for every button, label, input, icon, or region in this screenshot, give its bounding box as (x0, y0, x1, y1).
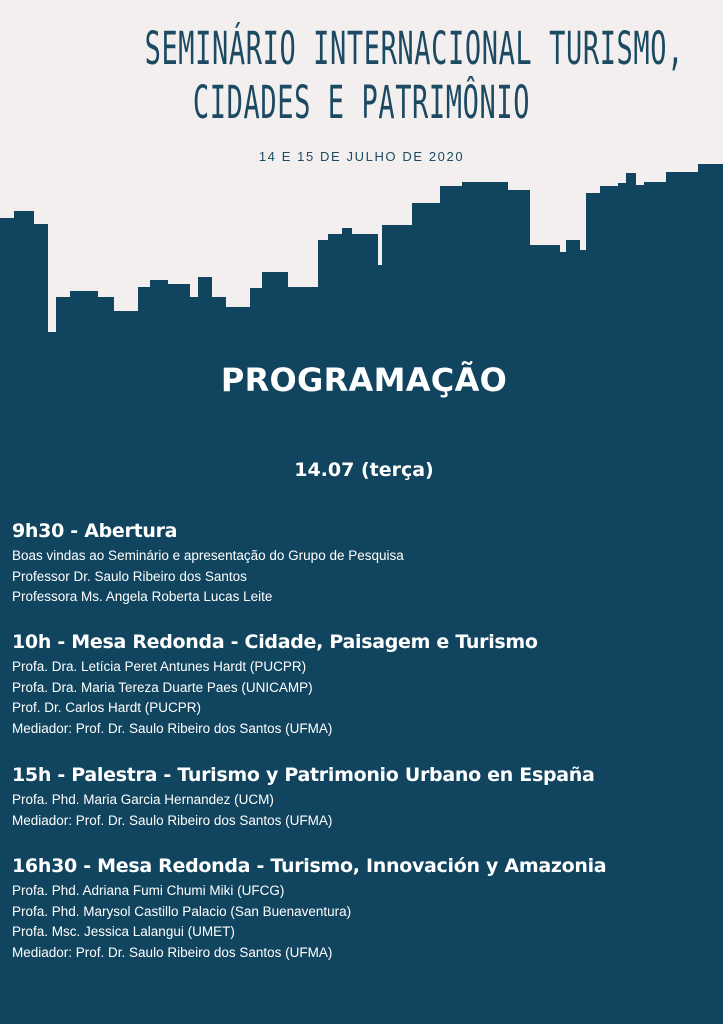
session-line: Mediador: Prof. Dr. Saulo Ribeiro dos Santos (UFMA) (12, 944, 333, 960)
session-round-table-amazonia (12, 855, 712, 963)
event-date: 14 E 15 DE JULHO DE 2020 (258, 149, 465, 164)
session-line: Boas vindas ao Seminário e apresentação do Grupo de Pesquisa (12, 548, 404, 563)
session-line: Professor Dr. Saulo Ribeiro dos Santos (12, 568, 247, 584)
session-participants (12, 546, 712, 608)
session-round-table-city (12, 631, 712, 739)
session-line: Professora Ms. Angela Roberta Lucas Leite (12, 589, 273, 604)
session-line: Profa. Dra. Letícia Peret Antunes Hardt (PUCPR) (12, 659, 307, 674)
session-title: 9h30 - Abertura (12, 520, 178, 542)
session-title: 10h - Mesa Redonda - Cidade, Paisagem e Turismo (12, 631, 538, 653)
session-line: Mediador: Prof. Dr. Saulo Ribeiro dos Santos (UFMA) (12, 812, 333, 828)
session-participants (12, 790, 712, 831)
session-line: Prof. Dr. Carlos Hardt (PUCPR) (12, 700, 202, 715)
session-line: Profa. Phd. Maria Garcia Hernandez (UCM) (12, 792, 274, 807)
session-line: Profa. Dra. Maria Tereza Duarte Paes (UNICAMP) (12, 679, 313, 695)
program-heading: PROGRAMAÇÃO (220, 361, 508, 399)
session-line: Profa. Phd. Adriana Fumi Chumi Miki (UFCG) (12, 883, 285, 898)
session-title: 16h30 - Mesa Redonda - Turismo, Innovación y Amazonia (12, 855, 607, 877)
session-opening (12, 520, 712, 608)
session-line: Profa. Phd. Marysol Castillo Palacio (San Buenaventura) (12, 903, 352, 919)
session-line: Mediador: Prof. Dr. Saulo Ribeiro dos Santos (UFMA) (12, 720, 333, 736)
session-participants (12, 881, 712, 963)
session-participants (12, 657, 712, 739)
session-lecture (12, 764, 712, 831)
session-title: 15h - Palestra - Turismo y Patrimonio Urbano en España (12, 764, 595, 786)
event-title-line-2: CIDADES E PATRIMÔNIO (192, 76, 531, 129)
program-day-label: 14.07 (terça) (294, 459, 434, 481)
event-title-line-1: SEMINÁRIO INTERNACIONAL TURISMO, (144, 22, 684, 75)
session-line: Profa. Msc. Jessica Lalangui (UMET) (12, 924, 235, 939)
